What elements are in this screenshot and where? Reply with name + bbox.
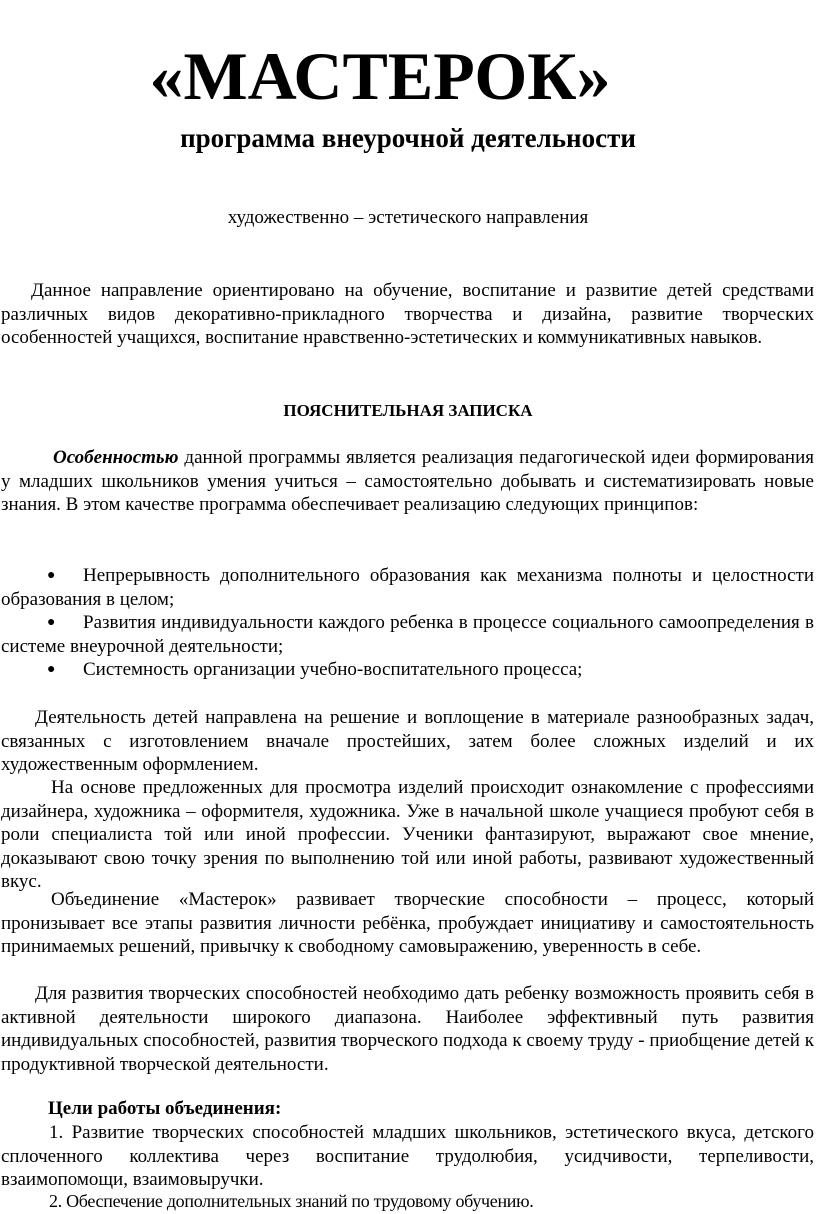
- goal-item: 2. Обеспечение дополнительных знаний по трудовому обучению.: [49, 1191, 534, 1211]
- goals-title: Цели работы объединения:: [48, 1098, 282, 1119]
- bullet-icon: ●: [47, 662, 56, 677]
- principle-text: Развития индивидуальности каждого ребенка в процессе социального самоопределения в системе внеурочной деятельности;: [1, 612, 814, 657]
- program-direction: художественно – эстетического направления: [227, 207, 589, 228]
- principle-text: Системность организации учебно-воспитательного процесса;: [83, 659, 583, 680]
- bullet-icon: ●: [47, 568, 56, 583]
- body-paragraph: Для развития творческих способностей необходимо дать ребенку возможность проявить себя в активной деятельности широкого диапазона. Наиболее эффективный путь развития индивидуальных способностей, развития творческого подхода к своему труду - приобщение детей к продуктивной творческой деятельности.: [1, 983, 814, 1075]
- principle-item: [1, 564, 814, 611]
- document-subtitle: программа внеурочной деятельности: [180, 123, 636, 153]
- principle-item: [1, 611, 814, 658]
- document-title: «МАСТЕРОК»: [149, 38, 611, 114]
- body-paragraph: Деятельность детей направлена на решение и воплощение в материале разнообразных задач, связанных с изготовлением вначале простейших, затем более сложных изделий и их художественным оформлением.: [1, 707, 814, 775]
- body-paragraph: Объединение «Мастерок» развивает творческие способности – процесс, который пронизывает все этапы развития личности ребёнка, пробуждает инициативу и самостоятельность принимаемых решений, привычку к свободному самовыражению, уверенность в себе.: [1, 889, 814, 957]
- goal-item: 1. Развитие творческих способностей младших школьников, эстетического вкуса, детского сплоченного коллектива через воспитание трудолюбия, усидчивости, терпеливости, взаимопомощи, взаимовыручки.: [1, 1122, 814, 1190]
- feature-text: данной программы является реализация педагогической идеи формирования у младших школьников умения учиться – самостоятельно добывать и систематизировать новые знания. В этом качестве программа обеспечивает реализацию следующих принципов:: [1, 447, 814, 515]
- body-paragraph: На основе предложенных для просмотра изделий происходит ознакомление с профессиями дизайнера, художника – оформителя, художника. Уже в начальной школе учащиеся пробуют себя в роли специалиста той или иной профессии. Ученики фантазируют, выражают свое мнение, доказывают свою точку зрения по выполнению той или иной работы, развивают художественный вкус.: [1, 777, 814, 892]
- intro-paragraph: Данное направление ориентировано на обучение, воспитание и развитие детей средствами различных видов декоративно-прикладного творчества и дизайна, развитие творческих особенностей учащихся, воспитание нравственно-эстетических и коммуникативных навыков.: [1, 280, 814, 348]
- feature-paragraph: [1, 446, 814, 517]
- principle-item: [1, 658, 814, 682]
- principle-text: Непрерывность дополнительного образования как механизма полноты и целостности образования в целом;: [1, 565, 814, 610]
- section-heading: ПОЯСНИТЕЛЬНАЯ ЗАПИСКА: [283, 401, 533, 420]
- feature-lead: Особенностью: [53, 447, 179, 468]
- bullet-icon: ●: [47, 615, 56, 630]
